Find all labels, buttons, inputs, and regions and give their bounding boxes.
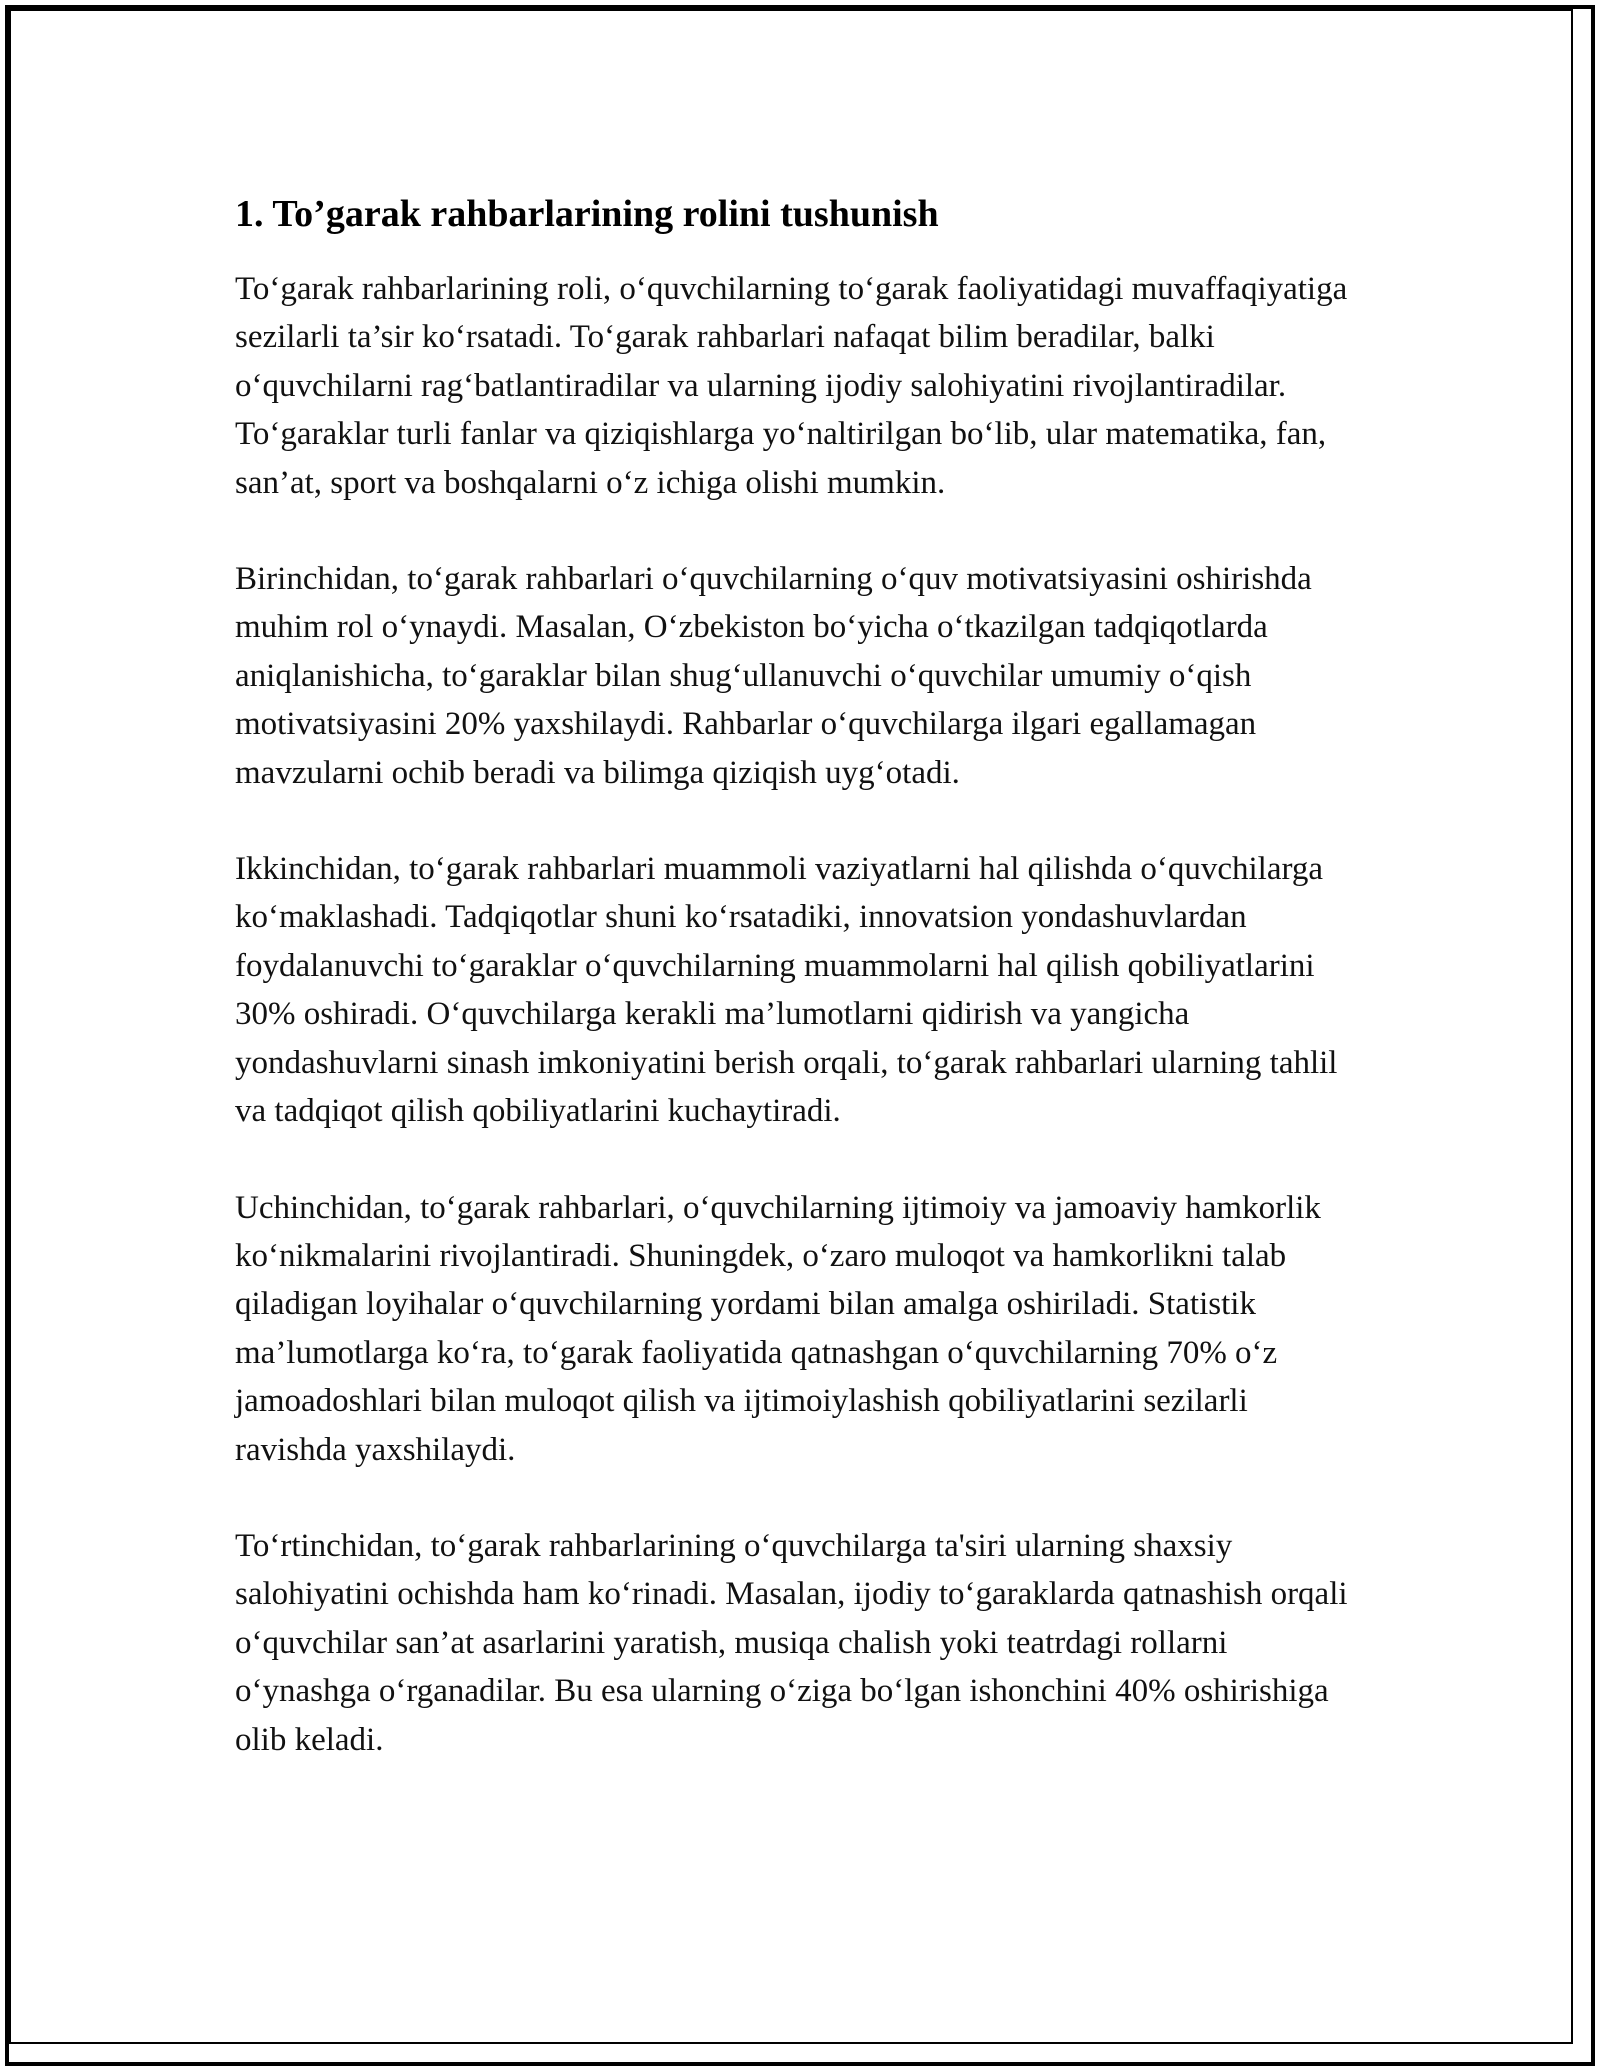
paragraph-second: Ikkinchidan, to‘garak rahbarlari muammoli vaziyatlarni hal qilishda o‘quvchilarga ko‘maklashadi. Tadqiqotlar shuni ko‘rsatadiki, innovatsion yondashuvlardan foydalanuvchi to‘garaklar o‘quvchilarning muammolarni hal qilish qobiliyatlarini 30% oshiradi. O‘quvchilarga kerakli ma’lumotlarni qidirish va yangicha yondashuvlarni sinash imkoniyatini berish orqali, to‘garak rahbarlari ularning tahlil va tadqiqot qilish qobiliyatlarini kuchaytiradi. [235, 851, 1338, 1130]
paragraph-fourth: To‘rtinchidan, to‘garak rahbarlarining o‘quvchilarga ta'siri ularning shaxsiy salohiyatini ochishda ham ko‘rinadi. Masalan, ijodiy to‘garaklarda qatnashish orqali o‘quvchilar san’at asarlarini yaratish, musiqa chalish yoki teatrdagi rollarni o‘ynashga o‘rganadilar. Bu esa ularning o‘ziga bo‘lgan ishonchini 40% oshirishiga olib keladi. [235, 1527, 1348, 1758]
document-body [235, 185, 1365, 1812]
paragraph-first: Birinchidan, to‘garak rahbarlari o‘quvchilarning o‘quv motivatsiyasini oshirishda muhim rol o‘ynaydi. Masalan, O‘zbekiston bo‘yicha o‘tkazilgan tadqiqotlarda aniqlanishicha, to‘garaklar bilan shug‘ullanuvchi o‘quvchilar umumiy o‘qish motivatsiyasini 20% yaxshilaydi. Rahbarlar o‘quvchilarga ilgari egallamagan mavzularni ochib beradi va bilimga qiziqish uyg‘otadi. [235, 561, 1312, 791]
paragraph-third: Uchinchidan, to‘garak rahbarlari, o‘quvchilarning ijtimoiy va jamoaviy hamkorlik ko‘nikmalarini rivojlantiradi. Shuningdek, o‘zaro muloqot va hamkorlikni talab qiladigan loyihalar o‘quvchilarning yordami bilan amalga oshiriladi. Statistik ma’lumotlarga ko‘ra, to‘garak faoliyatida qatnashgan o‘quvchilarning 70% o‘z jamoadoshlari bilan muloqot qilish va ijtimoiylashish qobiliyatlarini sezilarli ravishda yaxshilaydi. [235, 1189, 1321, 1468]
section-heading: 1. To’garak rahbarlarining rolini tushunish [235, 193, 939, 235]
paragraph-intro: To‘garak rahbarlarining roli, o‘quvchilarning to‘garak faoliyatidagi muvaffaqiyatiga sezilarli ta’sir ko‘rsatadi. To‘garak rahbarlari nafaqat bilim beradilar, balki o‘quvchilarni rag‘batlantiradilar va ularning ijodiy salohiyatini rivojlantiradilar. To‘garaklar turli fanlar va qiziqishlarga yo‘naltirilgan bo‘lib, ular matematika, fan, san’at, sport va boshqalarni o‘z ichiga olishi mumkin. [235, 271, 1348, 501]
